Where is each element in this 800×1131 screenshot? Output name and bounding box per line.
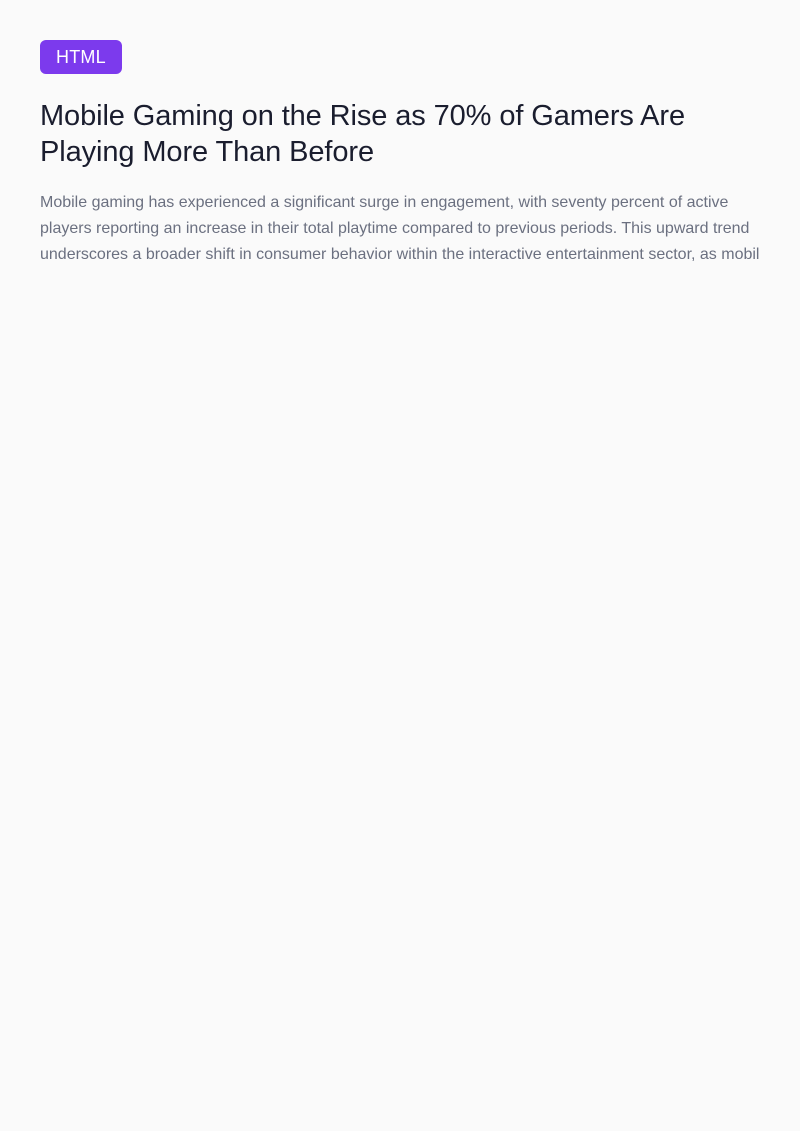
format-badge: HTML — [40, 40, 122, 74]
article-excerpt: Mobile gaming has experienced a significant surge in engagement, with seventy percent of active players reporting an increase in their total playtime compared to previous periods. This upward trend underscores a broader shift in consumer behavior within the interactive entertainment sector, as mobil — [40, 194, 760, 263]
article-title: Mobile Gaming on the Rise as 70% of Gamers Are Playing More Than Before — [40, 100, 685, 168]
